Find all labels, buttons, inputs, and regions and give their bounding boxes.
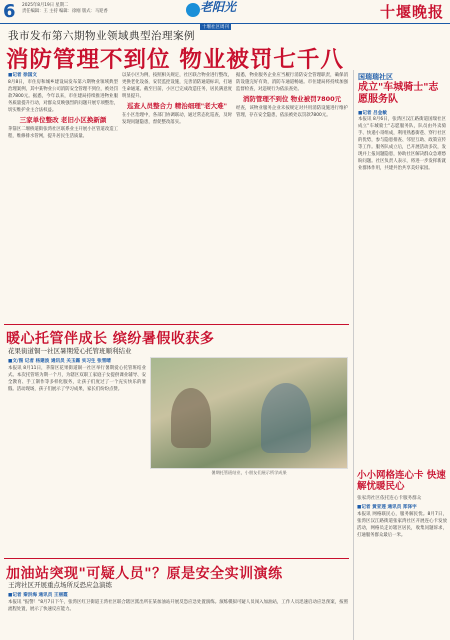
masthead <box>0 0 450 30</box>
lead-col2b-text: 在小区治理中，各部门协调联动，通过常态化巡查，及时发现问题隐患，督促整改落实。 <box>122 113 232 125</box>
lead-column-2 <box>122 72 232 322</box>
right-small-body: 本报讯 网格联民心，服务解民忧。8月7日，张湾区汉江路街道张家湾社区开展连心卡发放活动，网格员走访辖区居民，收集问题诉求，打通服务群众最后一米。 <box>357 512 447 538</box>
newspaper-name: 十堰晚报 <box>379 3 444 21</box>
lead-col1b-text: 茅箭区二堰桥道街张湾社区联系业主开展小区管道改造工程，维修排水管网，提升居民生活质量。 <box>8 127 118 139</box>
right-small-subtitle: 张家湾社区依托连心卡服务群众 <box>357 496 422 501</box>
mid-story-photo <box>150 357 348 469</box>
right-story-body: 本报讯 8月6日，张湾区汉江路街道国瑞社区成立"车城骑士"志愿服务队，队员由外卖骑手、快递小哥组成，利用熟悉街巷、穿行社区的优势，参与隐患排查、邻里互助、政策宣传等工作。服务队成立后，已开展活动多次，发现并上报问题隐患，协助社区解决群众急难愁盼问题。社区负责人表示，将进一步发挥新就业群体作用，共建共治共享美好家园。 <box>358 117 446 171</box>
lead-title: 消防管理不到位 物业被罚七千八 <box>6 47 344 73</box>
page-number: 6 <box>3 1 16 22</box>
right-small-title: 小小网格连心卡 快速解忧暖民心 <box>357 470 446 492</box>
lead-col1-text: 8月8日，市住房和城乡建设局发布第六期物业领域典型治理案例，其中某物业公司消防安全管理不到位，被处罚款7800元。据悉，今年以来，市住建局持续推进物业服务质量提升行动，对群众反映强烈的问题开展专项整治，切实维护业主合法权益。 <box>8 80 118 113</box>
masthead-date: 2025年8月19日 星期二 <box>22 3 69 8</box>
lead-column-1 <box>8 72 118 322</box>
lead-col3b-text: 经查，该物业服务企业未按规定对共用消防设施进行维护管理，存在安全隐患，依法被处以罚款7800元。 <box>236 106 348 118</box>
masthead-editors: 责任编辑：王 主持 编辑：徐刚 版式：马迎香 <box>22 9 108 14</box>
right-story-kicker: 国瑞瑞社区 <box>358 73 393 81</box>
lead-col2-text: 以某小区为例，按照相关规定，社区联合物业进行整改，更换老化设备，安装监控设施，完善消防通道标识，打通生命通道。截至目前，小区已完成改造任务，居民满意度明显提升。 <box>122 73 232 99</box>
mid-story-subtitle: 花果街道铜一社区暑期爱心托管班顺利结业 <box>8 347 132 355</box>
mid-story-byline: ■文/图 记者 杨建波 通讯员 关玉霜 实习生 张雪晴 <box>8 359 111 364</box>
divider-2 <box>4 558 349 559</box>
brand-logo-icon <box>186 3 200 17</box>
masthead-info <box>22 3 108 15</box>
lead-column-3 <box>236 72 348 322</box>
mid-story-body: 本报讯 8月11日，茅箭区花果街道铜一社区举行暑期爱心托管班结业式。本次托管班为期一个月，为辖区双职工家庭子女提供课业辅导、安全教育、手工制作等多样化服务，让孩子们度过了一个充实快乐的暑假。活动现场，孩子们展示了学习成果，家长们纷纷点赞。 <box>8 366 146 392</box>
bottom-story-subtitle: 王湾社区开展重点场所反恐应急演练 <box>8 581 112 589</box>
lead-col3-text: 据悉，物业服务企业应当履行消防安全管理职责，确保消防设施完好有效，消防车通道畅通。市住建局将持续加强监督检查，对违规行为依法查处。 <box>236 73 348 92</box>
bottom-story-column <box>8 592 348 638</box>
mid-story-title: 暖心托管伴成长 缤纷暑假收获多 <box>6 331 215 347</box>
lead-section-head-1: 三家单位整改 老旧小区换新颜 <box>19 116 107 124</box>
section-brand <box>200 0 262 30</box>
right-story-byline: ■记者 吕金敏 <box>358 111 387 116</box>
brand-name: 老阳光 <box>200 0 237 14</box>
bottom-story-byline: ■记者 秦洪海 通讯员 王丽霞 <box>8 593 68 598</box>
right-story-title: 成立"车城骑士"志愿服务队 <box>358 82 439 105</box>
mid-story-column <box>8 358 146 550</box>
lead-subtitle: 我市发布第六期物业领域典型治理案例 <box>8 30 195 42</box>
divider-1 <box>4 324 349 325</box>
photo-caption: 暑期托管班结业，小朋友们展示所学成果 <box>211 470 287 475</box>
right-small-byline: ■记者 黄亚莲 通讯员 郑泽宇 <box>357 505 417 510</box>
lead-section-head-2: 巡查人员整合力 精治细理"老大难" <box>126 102 228 110</box>
bottom-story-title: 加油站突现"可疑人员"？原是安全实训演练 <box>6 566 283 582</box>
brand-tag: 十堰社区周刊 <box>202 25 229 30</box>
right-small-column <box>357 504 447 638</box>
lead-byline: ■记者 徐国文 <box>8 73 37 78</box>
bottom-story-body: 本报讯 "报警！"8月7日下午，张湾区红卫街道王湾社区联合辖区派出所在某加油站开展反恐应急处置演练。演练模拟可疑人员闯入加油站，工作人员迅速启动应急预案，按照流程处置，展示了快速反应能力。 <box>8 600 348 612</box>
lead-section-head-3: 消防管理不到位 物业被罚7800元 <box>242 95 342 103</box>
